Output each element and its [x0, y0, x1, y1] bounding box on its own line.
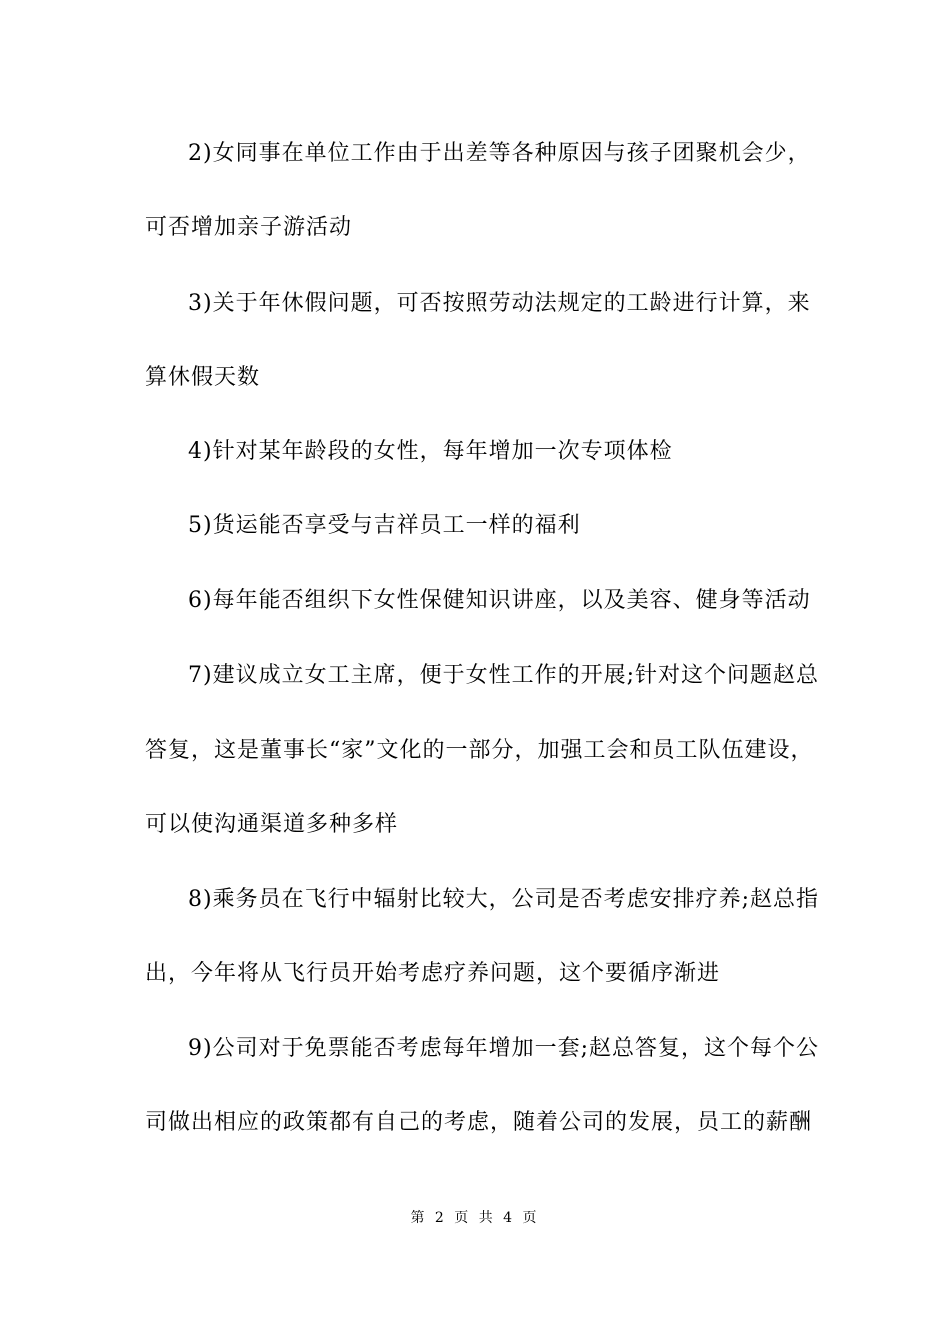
paragraph-line: 5)货运能否享受与吉祥员工一样的福利 [188, 513, 581, 538]
paragraph-line: 答复，这是董事长“家”文化的一部分，加强工会和员工队伍建设， [145, 738, 814, 763]
paragraph-line: 可否增加亲子游活动 [145, 215, 353, 240]
paragraph-line: 4)针对某年龄段的女性，每年增加一次专项体检 [188, 439, 673, 464]
paragraph-line: 9)公司对于免票能否考虑每年增加一套;赵总答复，这个每个公 [188, 1036, 819, 1061]
paragraph-line: 出，今年将从飞行员开始考虑疗养问题，这个要循序渐进 [145, 961, 721, 986]
paragraph-line: 可以使沟通渠道多种多样 [145, 812, 399, 837]
paragraph-line: 司做出相应的政策都有自己的考虑，随着公司的发展，员工的薪酬 [145, 1110, 813, 1135]
paragraph-line: 算休假天数 [145, 365, 261, 390]
paragraph-line: 8)乘务员在飞行中辐射比较大，公司是否考虑安排疗养;赵总指 [188, 887, 819, 912]
paragraph-line: 3)关于年休假问题，可否按照劳动法规定的工龄进行计算，来 [188, 291, 811, 316]
paragraph-line: 7)建议成立女工主席，便于女性工作的开展;针对这个问题赵总 [188, 663, 819, 688]
paragraph-line: 6)每年能否组织下女性保健知识讲座，以及美容、健身等活动 [188, 588, 811, 613]
page-number: 第 2 页 共 4 页 [410, 1210, 540, 1226]
paragraph-line: 2)女同事在单位工作由于出差等各种原因与孩子团聚机会少， [188, 141, 811, 166]
